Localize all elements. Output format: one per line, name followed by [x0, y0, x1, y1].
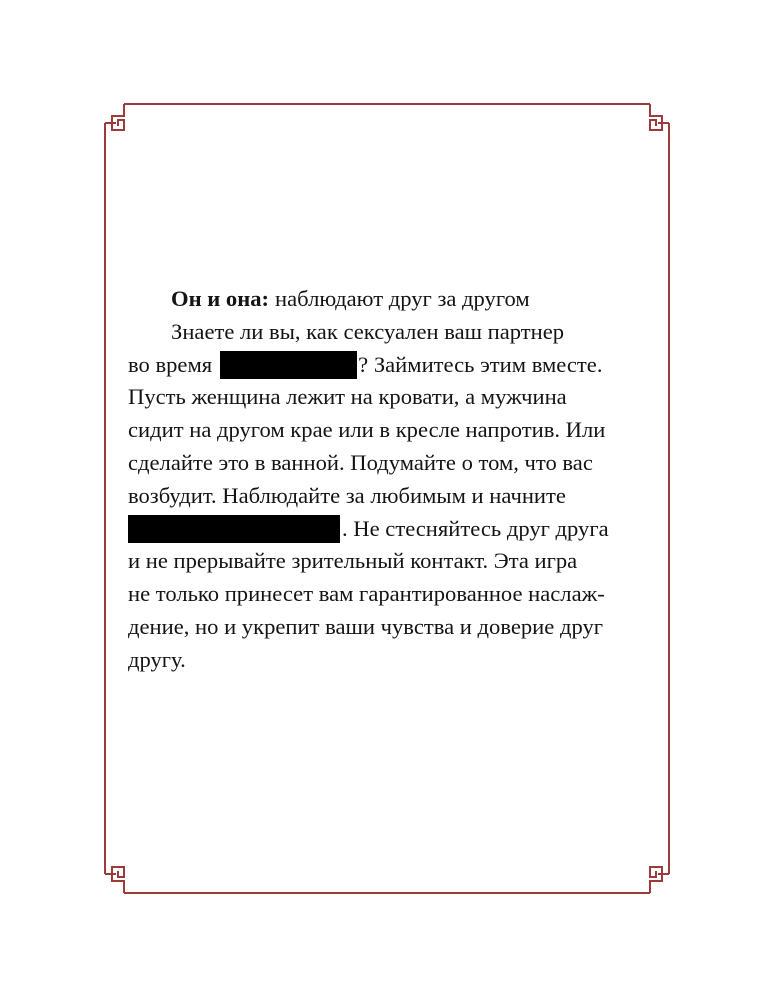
text-line-5: сделайте это в ванной. Подумайте о том, что вас	[128, 449, 593, 475]
redaction-block	[220, 351, 357, 379]
corner-ornament-bottom-right	[650, 867, 669, 893]
text-line-7-after: . Не стесняйтесь друг друга	[342, 515, 609, 541]
heading-rest: наблюдают друг за другом	[275, 286, 530, 311]
text-line-11: другу.	[128, 646, 186, 672]
corner-ornament-bottom-left	[105, 867, 124, 893]
text-line	[128, 316, 648, 349]
text-line	[128, 480, 648, 513]
text-line	[128, 349, 648, 382]
text-line-9: не только принесет вам гарантированное наслаж-	[128, 581, 605, 607]
text-line-4: сидит на другом крае или в кресле напротив. Или	[128, 417, 606, 443]
text-line-2-after: ? Займитесь этим вместе.	[358, 351, 603, 377]
text-line-10: дение, но и укрепит ваши чувства и доверие друг	[128, 613, 604, 639]
text-line	[128, 414, 648, 447]
body-text	[128, 283, 648, 677]
text-line-3: Пусть женщина лежит на кровати, а мужчина	[128, 384, 567, 410]
text-line-8: и не прерывайте зрительный контакт. Эта игра	[128, 548, 578, 574]
text-line	[128, 611, 648, 644]
corner-ornament-top-right	[650, 104, 669, 130]
text-line	[128, 578, 648, 611]
text-line	[128, 447, 648, 480]
redaction-block	[128, 515, 340, 543]
text-line-6: возбудит. Наблюдайте за любимым и начните	[128, 482, 566, 508]
text-line-2-before: во время	[128, 351, 213, 377]
heading-bold: Он и она:	[171, 286, 270, 311]
text-line	[128, 644, 648, 677]
corner-ornament-top-left	[105, 104, 124, 130]
text-line	[128, 513, 648, 546]
text-line	[128, 381, 648, 414]
text-line	[128, 545, 648, 578]
heading-line	[128, 283, 648, 316]
text-line-1: Знаете ли вы, как сексуален ваш партнер	[171, 318, 565, 344]
